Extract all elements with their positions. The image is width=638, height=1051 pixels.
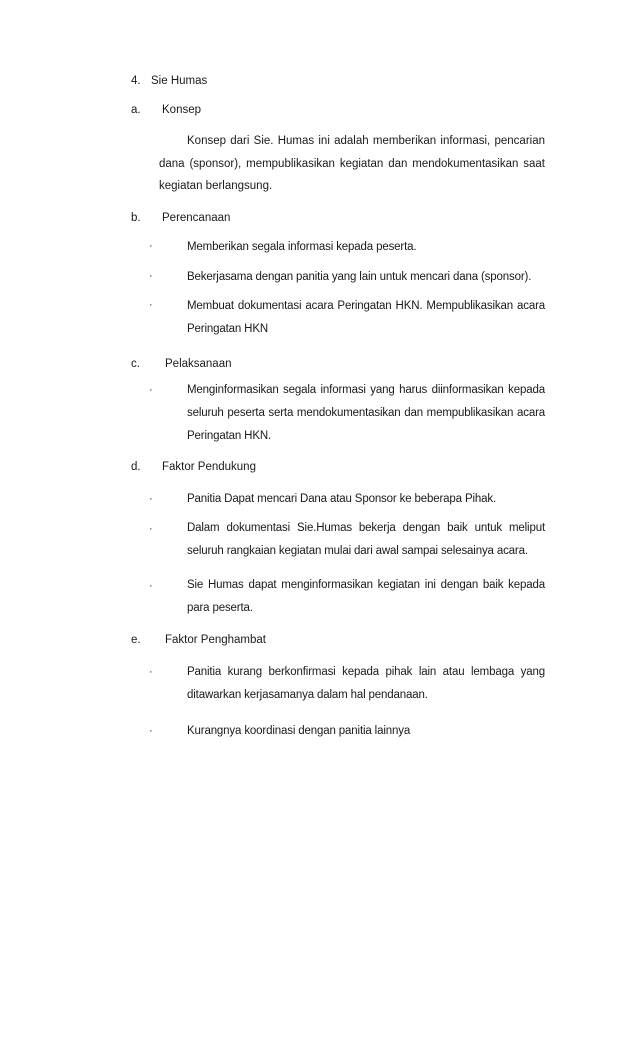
section-a-paragraph: Konsep dari Sie. Humas ini adalah memberikan informasi, pencarian dana (sponsor), mempublikasikan kegiatan dan mendokumentasikan saat kegiatan berlangsung. xyxy=(159,135,545,192)
list-item: Memberikan segala informasi kepada peserta. xyxy=(187,241,417,253)
list-item: Kurangnya koordinasi dengan panitia lainnya xyxy=(187,725,411,737)
bullet-marker: · xyxy=(149,666,153,678)
section-d-label: d. xyxy=(131,461,141,473)
bullet-marker: · xyxy=(149,523,153,535)
section-c-label: c. xyxy=(131,358,140,370)
bullet-marker: · xyxy=(149,493,153,505)
list-item: Sie Humas dapat menginformasikan kegiatan ini dengan baik kepada para peserta. xyxy=(187,579,545,614)
section-heading xyxy=(131,75,207,87)
heading-title: Sie Humas xyxy=(151,75,208,87)
bullet-marker: · xyxy=(149,299,153,311)
list-item: Panitia kurang berkonfirmasi kepada pihak lain atau lembaga yang ditawarkan kerjasamanya dalam hal pendanaan. xyxy=(187,666,545,701)
heading-number: 4. xyxy=(131,75,141,87)
bullet-marker: · xyxy=(149,384,153,396)
section-d-title: Faktor Pendukung xyxy=(162,461,256,473)
list-item: Membuat dokumentasi acara Peringatan HKN. Mempublikasikan acara Peringatan HKN xyxy=(187,300,545,335)
list-item: Bekerjasama dengan panitia yang lain untuk mencari dana (sponsor). xyxy=(187,271,532,283)
bullet-marker: · xyxy=(149,725,153,737)
list-item: Menginformasikan segala informasi yang harus diinformasikan kepada seluruh peserta serta mendokumentasikan dan mempublikasikan acara Peringatan HKN. xyxy=(187,384,545,442)
section-b-label: b. xyxy=(131,212,141,224)
section-e-label: e. xyxy=(131,634,141,646)
list-item: Dalam dokumentasi Sie.Humas bekerja dengan baik untuk meliput seluruh rangkaian kegiatan mulai dari awal sampai selesainya acara. xyxy=(187,522,545,557)
section-a-label: a. xyxy=(131,104,141,116)
section-e-title: Faktor Penghambat xyxy=(165,634,267,646)
bullet-marker: · xyxy=(149,240,153,252)
bullet-marker: · xyxy=(149,270,153,282)
list-item: Panitia Dapat mencari Dana atau Sponsor ke beberapa Pihak. xyxy=(187,493,497,505)
section-c-title: Pelaksanaan xyxy=(165,358,232,370)
bullet-marker: · xyxy=(149,580,153,592)
section-b-title: Perencanaan xyxy=(162,212,231,224)
section-a-title: Konsep xyxy=(162,104,202,116)
